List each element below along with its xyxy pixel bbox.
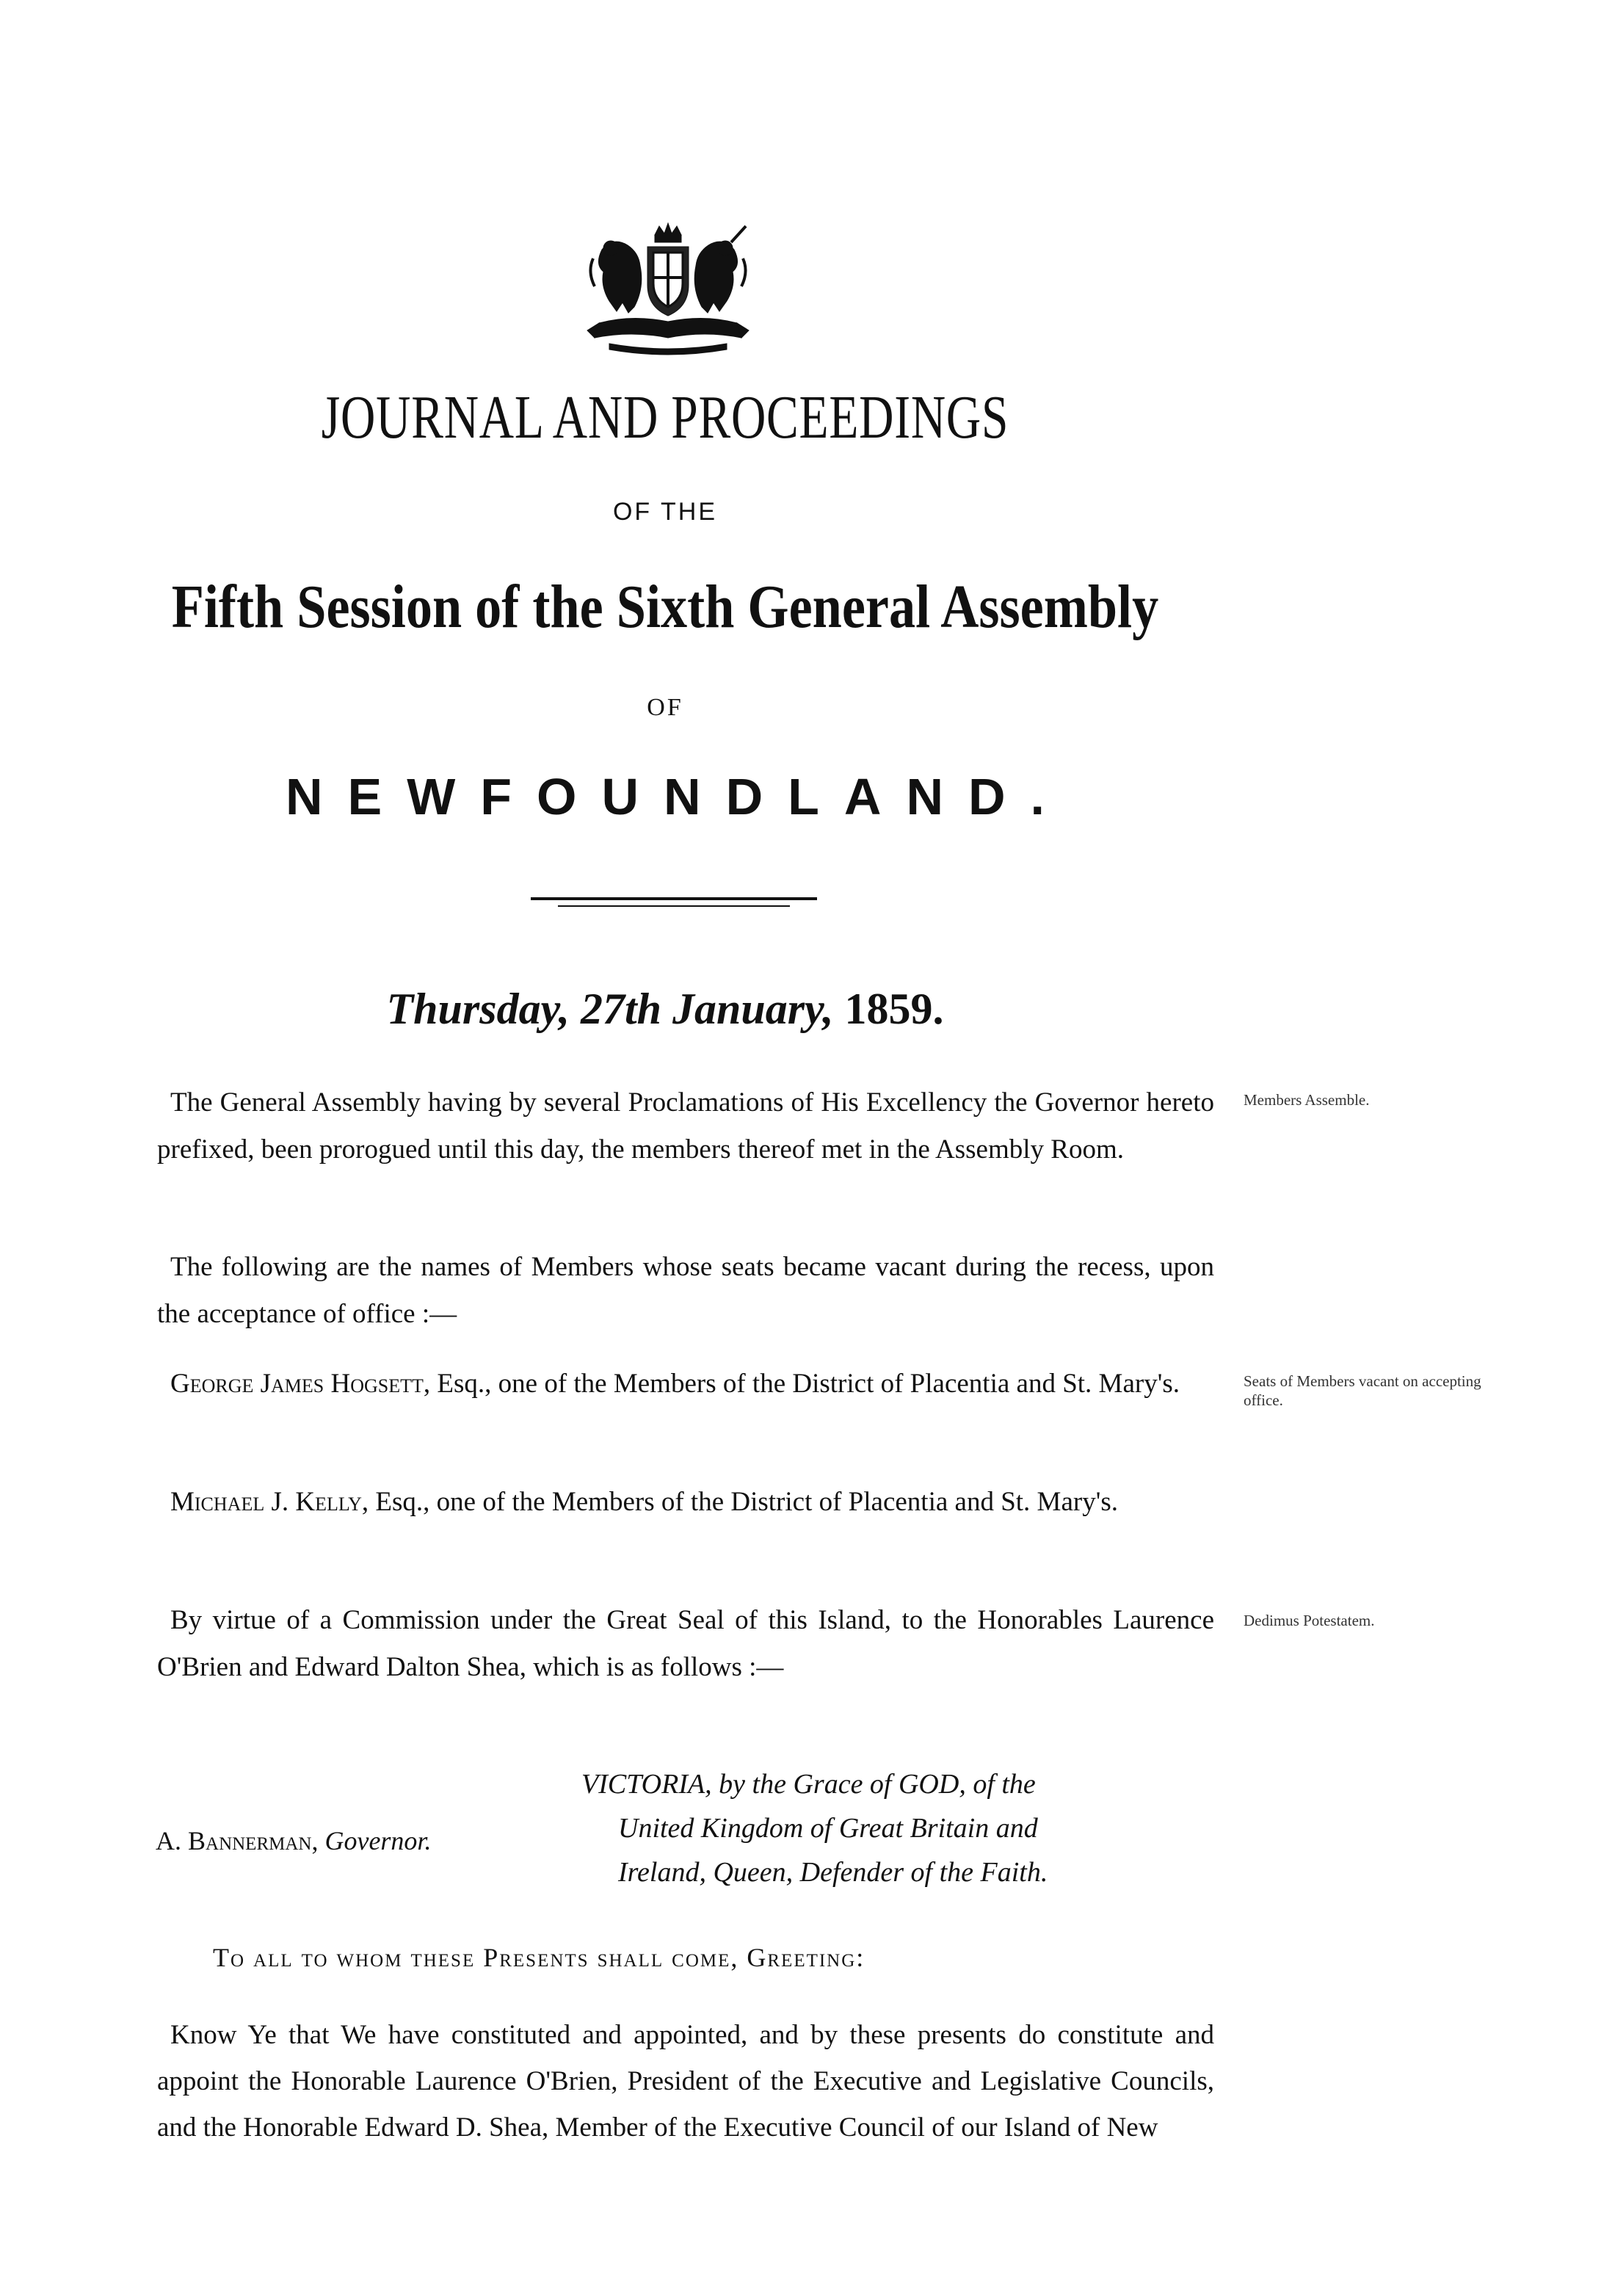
paragraph-vacant-seats: The following are the names of Members whose seats became vacant during the recess, upon the acceptance of office :—: [157, 1252, 1214, 1329]
member-name-hogsett: George James Hogsett: [170, 1369, 424, 1399]
margin-note-seats-vacant: Seats of Members vacant on accepting office.: [1244, 1372, 1481, 1409]
royal-style-line-1: VICTORIA, by the Grace of GOD, of the: [581, 1769, 1036, 1800]
royal-style-line-2: United Kingdom of Great Britain and: [618, 1813, 1038, 1844]
session-heading: Fifth Session of the Sixth General Assembly: [171, 573, 1159, 641]
paragraph-assembly-met: The General Assembly having by several Proclamations of His Excellency the Governor hereto prefixed, been prorogued until this day, the members thereof met in the Assembly Room.: [157, 1087, 1214, 1165]
subtitle-of: OF: [647, 694, 683, 721]
governor-signature: [156, 1825, 431, 1856]
divider-rule: [531, 897, 817, 900]
royal-coat-of-arms-icon: [558, 220, 778, 360]
governor-title: Governor.: [324, 1826, 432, 1855]
governor-name: A. Bannerman,: [156, 1826, 319, 1855]
divider-rule-thin: [558, 905, 790, 907]
paragraph-know-ye: Know Ye that We have constituted and appointed, and by these presents do constitute and appoint the Honorable Laurence O'Brien, President of the Executive and Legislative Councils, and the Honorable Edward D. Shea, Member of the Executive Council of our Island of New: [157, 2020, 1214, 2143]
subtitle-of-the: OF THE: [612, 498, 718, 526]
royal-style-line-3: Ireland, Queen, Defender of the Faith.: [618, 1857, 1048, 1888]
member-detail-hogsett: , Esq., one of the Members of the District of Placentia and St. Mary's.: [423, 1369, 1180, 1399]
paragraph-hogsett: [157, 1361, 1214, 1408]
royal-style-block: [581, 1762, 1213, 1894]
session-date: [0, 984, 1330, 1035]
place-heading: NEWFOUNDLAND.: [285, 768, 1070, 825]
date-year: 1859.: [844, 985, 944, 1033]
commission-greeting: To all to whom these Presents shall come, Greeting:: [213, 1943, 865, 1972]
paragraph-kelly: [157, 1479, 1214, 1526]
margin-note-dedimus-potestatem: Dedimus Potestatem.: [1244, 1612, 1375, 1629]
margin-note-members-assemble: Members Assemble.: [1244, 1091, 1370, 1109]
document-title: JOURNAL AND PROCEEDINGS: [321, 383, 1009, 452]
member-detail-kelly: , Esq., one of the Members of the District of Placentia and St. Mary's.: [361, 1487, 1119, 1517]
member-name-kelly: Michael J. Kelly: [170, 1487, 362, 1517]
paragraph-commission: By virtue of a Commission under the Great Seal of this Island, to the Honorables Laurence O'Brien and Edward Dalton Shea, which is as follows :—: [157, 1605, 1214, 1682]
date-text: Thursday, 27th January,: [386, 985, 834, 1033]
